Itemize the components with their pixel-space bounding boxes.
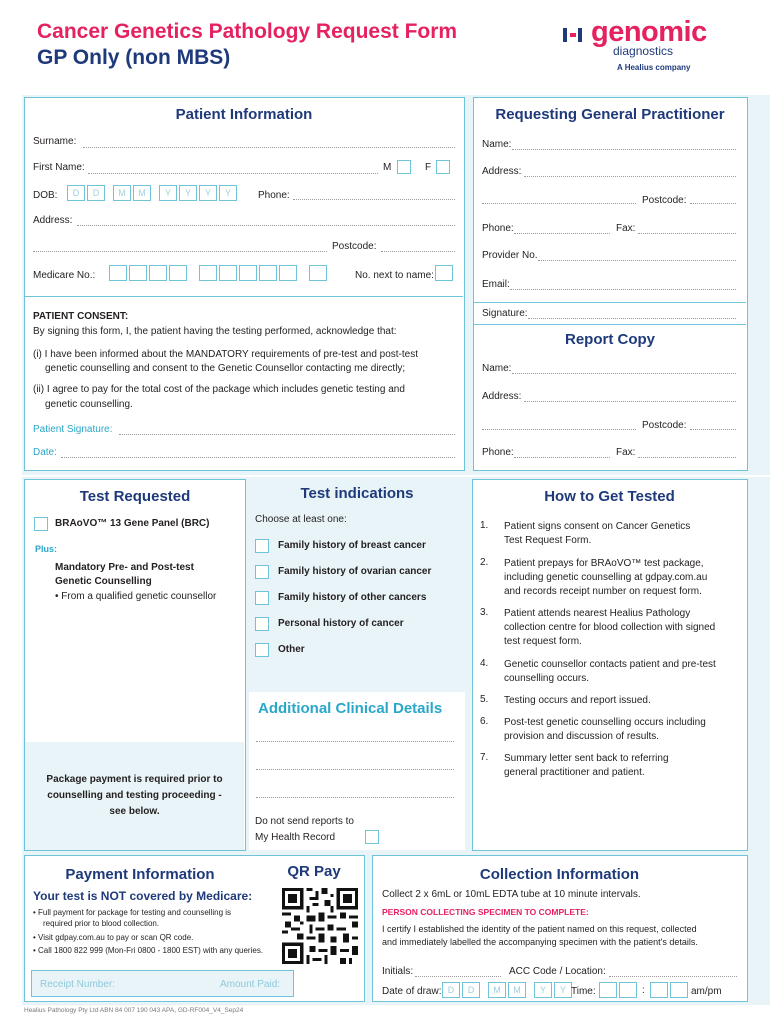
dob-cell[interactable]: D [87,185,105,201]
qr-pay-heading: QR Pay [287,863,341,880]
patient-info-box [24,97,465,471]
time-cell[interactable] [599,982,617,998]
gp-address-label: Address: [482,166,522,177]
person-collecting-label: PERSON COLLECTING SPECIMEN TO COMPLETE: [382,907,589,917]
initials-field[interactable] [415,976,501,977]
gp-phone-label: Phone: [482,223,514,234]
logo-text: genomic [591,16,707,48]
test-requested-box [24,479,246,851]
medicare-cell[interactable] [169,265,187,281]
indication-label-other-cancers: Family history of other cancers [278,592,427,603]
gp-signature-field[interactable] [528,318,736,319]
rc-phone-label: Phone: [482,447,514,458]
test-requested-heading: Test Requested [79,488,191,505]
footer-text: Healius Pathology Pty Ltd ABN 84 007 190 043 APA, GD-RF004_V4_Sep24 [24,1007,244,1014]
draw-date-cell[interactable]: D [442,982,460,998]
consent-heading: PATIENT CONSENT: [33,311,129,322]
medicare-input[interactable] [109,265,327,281]
indication-label-breast: Family history of breast cancer [278,540,426,551]
payment-note-3: see below. [109,806,160,817]
indication-label-other: Other [278,644,305,655]
no-mhr-line-1: Do not send reports to [255,816,354,827]
time-input[interactable] [599,982,688,998]
consent-date-label: Date: [33,447,57,458]
no-mhr-checkbox[interactable] [365,830,379,844]
how-to-heading: How to Get Tested [544,488,675,505]
report-copy-divider [474,324,746,325]
payment-bullet-1a: • Full payment for package for testing and counselling is [33,908,232,917]
qr-code-icon[interactable] [282,888,358,964]
dob-cell[interactable]: Y [159,185,177,201]
dob-cell[interactable]: D [67,185,85,201]
payment-heading: Payment Information [65,866,215,883]
initials-label: Initials: [382,966,414,977]
consent-item-1b: genetic counselling and consent to the Genetic Counsellor contacting me directly; [45,363,406,374]
phone-field[interactable] [293,199,455,200]
gp-provider-label: Provider No. [482,250,538,261]
acc-code-label: ACC Code / Location: [509,966,606,977]
patient-info-heading: Patient Information [175,106,313,123]
no-mhr-line-2: My Health Record [255,832,336,843]
certify-line-1: I certify I established the identity of the patient named on this request, collected [382,924,697,934]
medicare-cell[interactable] [219,265,237,281]
no-next-label: No. next to name: [355,270,434,281]
dob-cell[interactable]: Y [219,185,237,201]
logo-tagline: A Healius company [617,63,691,72]
time-cell[interactable] [619,982,637,998]
payment-bullet-2: • Visit gdpay.com.au to pay or scan QR code. [33,933,194,942]
amount-paid-field[interactable]: Amount Paid: [220,979,281,990]
draw-date-cell[interactable]: D [462,982,480,998]
not-covered-label: Your test is NOT covered by Medicare: [33,889,253,903]
rc-name-field[interactable] [512,373,736,374]
male-checkbox[interactable] [397,160,411,174]
medicare-label: Medicare No.: [33,270,96,281]
time-cell[interactable] [650,982,668,998]
tube-instruction: Collect 2 x 6mL or 10mL EDTA tube at 10 minute intervals. [382,889,641,900]
brc-panel-checkbox[interactable] [34,517,48,531]
gp-address-line2[interactable] [482,203,636,204]
medicare-cell[interactable] [109,265,127,281]
payment-bullet-1b: required prior to blood collection. [43,919,160,928]
indication-checkbox-other[interactable] [255,643,269,657]
date-of-draw-label: Date of draw: [382,986,442,997]
test-indications-heading: Test indications [300,485,414,502]
medicare-cell[interactable] [129,265,147,281]
medicare-cell[interactable] [279,265,297,281]
time-label: Time: [571,986,596,997]
test-indications-area [248,479,466,851]
female-label: F [425,162,432,173]
additional-details-line-1[interactable] [256,741,454,742]
gp-postcode-label: Postcode: [642,195,687,206]
gp-address-field[interactable] [524,176,736,177]
time-colon: : [642,984,645,996]
draw-date-cell[interactable]: M [508,982,526,998]
additional-details-heading: Additional Clinical Details [258,700,443,717]
brc-panel-label: BRAoVO™ 13 Gene Panel (BRC) [55,518,210,529]
dob-label: DOB: [33,190,58,201]
indication-checkbox-personal[interactable] [255,617,269,631]
acc-code-field[interactable] [609,976,737,977]
consent-item-2b: genetic counselling. [45,399,133,410]
gp-postcode-field[interactable] [690,203,736,204]
dob-input[interactable] [67,185,237,201]
indication-label-personal: Personal history of cancer [278,618,404,629]
indication-checkbox-other-cancers[interactable] [255,591,269,605]
form-title: Cancer Genetics Pathology Request Form [37,20,458,43]
dob-cell[interactable]: M [133,185,151,201]
rc-address-field[interactable] [524,401,736,402]
how-to-box: How to Get Tested 1. Patient signs consent on Cancer Genetics Test Request Form. 2. Patient prepays for BRAoVO™ test package, including genetic counselling at gdpay.com.au and records receipt number on request form. 3. Patient attends nearest Healius Pathology collection centre for blood collection with signed test request form. 4. Genetic counsellor contacts patient and pre-test counselling occurs. 5. Testing occurs and report issued. 6. Post-test genetic counselling occurs including provision and discussion of results. 7. Summary letter sent back to referring general practitioner and patient. [472,479,748,851]
rc-name-label: Name: [482,363,512,374]
gp-box [473,97,748,471]
address-label: Address: [33,215,73,226]
report-copy-heading: Report Copy [565,331,655,348]
draw-date-cell[interactable]: Y [534,982,552,998]
gp-email-field[interactable] [510,289,736,290]
receipt-number-field[interactable]: Receipt Number: [40,979,116,990]
am-pm-label: am/pm [691,986,722,997]
consent-date-field[interactable] [61,457,455,458]
payment-note-2: counselling and testing proceeding - [47,790,222,801]
rc-address-line2[interactable] [482,429,636,430]
payment-note-1: Package payment is required prior to [46,774,223,785]
logo-subtext: diagnostics [613,44,674,58]
rc-phone-field[interactable] [514,457,610,458]
surname-field[interactable] [83,147,455,148]
medicare-cell[interactable] [199,265,217,281]
first-name-label: First Name: [33,162,85,173]
collection-heading: Collection Information [479,866,640,883]
phone-label: Phone: [258,190,290,201]
additional-details-line-3[interactable] [256,797,454,798]
dob-cell[interactable]: Y [199,185,217,201]
logo-mark-icon [563,26,589,44]
plus-label: Plus: [35,544,58,554]
rc-fax-label: Fax: [616,447,636,458]
patient-signature-field[interactable] [119,434,455,435]
choose-label: Choose at least one: [255,514,347,525]
gp-email-label: Email: [482,279,510,290]
patient-signature-label: Patient Signature: [33,424,113,435]
receipt-amount-row [31,970,294,997]
rc-address-label: Address: [482,391,522,402]
mandatory-line-2: Genetic Counselling [55,576,152,587]
male-label: M [383,162,392,173]
consent-intro: By signing this form, I, the patient having the testing performed, acknowledge that: [33,326,397,337]
rc-fax-field[interactable] [638,457,736,458]
medicare-cell[interactable] [259,265,277,281]
dob-cell[interactable]: M [113,185,131,201]
genomic-logo [563,18,743,74]
medicare-cell[interactable] [239,265,257,281]
consent-item-2a: (ii) I agree to pay for the total cost of the package which includes genetic testing and [33,384,405,395]
collection-box [372,855,748,1002]
postcode-label: Postcode: [332,241,377,252]
payment-box [24,855,365,1002]
indication-label-ovarian: Family history of ovarian cancer [278,566,432,577]
medicare-cell[interactable] [309,265,327,281]
gp-fax-field[interactable] [638,233,736,234]
address-field-line2[interactable] [33,251,327,252]
gp-phone-field[interactable] [514,233,610,234]
additional-details-line-2[interactable] [256,769,454,770]
address-field[interactable] [77,225,455,226]
draw-date-cell[interactable]: Y [554,982,572,998]
date-of-draw-input[interactable] [442,982,572,998]
gp-divider [474,302,746,303]
first-name-field[interactable] [88,173,378,174]
rc-postcode-label: Postcode: [642,420,687,431]
medicare-cell[interactable] [149,265,167,281]
gp-heading: Requesting General Practitioner [495,106,725,123]
postcode-field[interactable] [381,251,455,252]
gp-provider-field[interactable] [538,260,736,261]
surname-label: Surname: [33,136,77,147]
payment-bullet-3: • Call 1800 822 999 (Mon-Fri 0800 - 1800 EST) with any queries. [33,946,264,955]
rc-postcode-field[interactable] [690,429,736,430]
certify-line-2: and immediately labelled the accompanying specimen with the patient's details. [382,937,698,947]
indication-checkbox-ovarian[interactable] [255,565,269,579]
counsellor-bullet: • From a qualified genetic counsellor [55,591,217,602]
indication-checkbox-breast[interactable] [255,539,269,553]
gp-name-field[interactable] [512,149,736,150]
dob-cell[interactable]: Y [179,185,197,201]
draw-date-cell[interactable]: M [488,982,506,998]
consent-divider [25,296,463,297]
no-next-cell[interactable] [435,265,453,281]
female-checkbox[interactable] [436,160,450,174]
mandatory-line-1: Mandatory Pre- and Post-test [55,562,194,573]
form-subtitle: GP Only (non MBS) [37,46,231,69]
gp-fax-label: Fax: [616,223,636,234]
gp-name-label: Name: [482,139,512,150]
gp-signature-label: Signature: [482,308,528,319]
time-cell[interactable] [670,982,688,998]
consent-item-1a: (i) I have been informed about the MANDATORY requirements of pre-test and post-test [33,349,419,360]
